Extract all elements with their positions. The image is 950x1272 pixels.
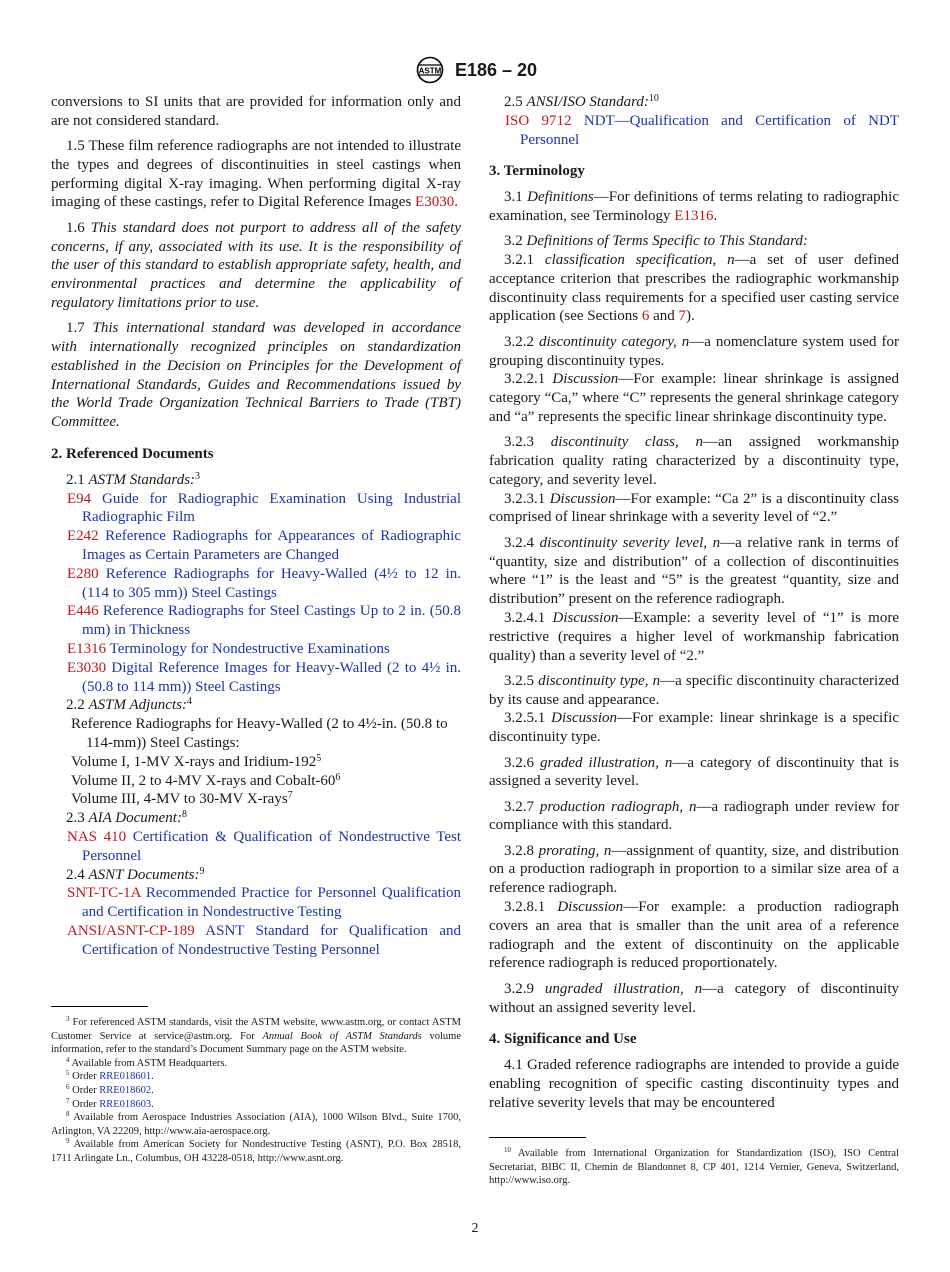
subsection-2-5: 2.5 ANSI/ISO Standard:$^{10}$ [504, 93, 659, 110]
section-3-heading: 3. Terminology [489, 163, 585, 180]
reference-item[interactable]: E446 Reference Radiographs for Steel Castings Up to 2 in. (50.8 mm) in Thickness [67, 603, 462, 639]
definition-3-2-2: 3.2.2 discontinuity category, n—a nomenclature system used for grouping discontinuity types. [489, 333, 899, 369]
definition-3-2-1: 3.2.1 classification specification, n—a set of user defined acceptance criterion that prescribes the radiographic workmanship discontinuity class requirements for a specified user casting service application (see Sections 6 and 7). [489, 252, 899, 325]
paragraph-continuation: conversions to SI units that are provided for information only and are not considered standard. [51, 94, 461, 129]
section-4-heading: 4. Significance and Use [489, 1031, 637, 1048]
reference-item-nas410[interactable]: NAS 410 Certification & Qualification of Nondestructive Test Personnel [67, 828, 462, 864]
definition-3-2-6: 3.2.6 graded illustration, n—a category of discontinuity that is assigned a severity level. [489, 754, 900, 790]
footnotes-right [489, 1147, 899, 1188]
link-section-6[interactable]: 6 [641, 308, 650, 325]
definition-3-2-3: 3.2.3 discontinuity class, n—an assigned workmanship fabrication quality rating characterized by a discontinuity type, category, and severity level. [489, 434, 899, 488]
astm-logo-icon [413, 56, 447, 84]
reference-item[interactable]: SNT-TC-1A Recommended Practice for Personnel Qualification and Certification in Nondestructive Testing [67, 885, 462, 921]
link-e1316[interactable]: E1316 [674, 207, 714, 224]
document-designation: E186 – 20 [454, 59, 538, 80]
definition-3-2-4: 3.2.4 discontinuity severity level, n—a relative rank in terms of “quantity, size and distribution” of a collection of discontinuities where “1” is the least and “5” is the greatest “quantity, size and distribution” present on the reference radiograph. [489, 534, 899, 608]
footnote-6: $^6$ Order RRE018602. [66, 1082, 154, 1096]
reference-item[interactable]: E242 Reference Radiographs for Appearances of Radiographic Images as Certain Parameters are Changed [67, 528, 461, 564]
footnote-10: $^{10}$ Available from International Organization for Standardization (ISO), ISO Central Secretariat, BIBC II, Chemin de Blandonnet 8, CP 401, 1214 Vernier, Geneva, Switzerland, http://www.iso.org. [489, 1146, 899, 1187]
astm-reference-list [51, 490, 461, 697]
definition-3-2-7: 3.2.7 production radiograph, n—a radiograph under review for compliance with this standard. [489, 798, 899, 834]
paragraph-1-6: 1.6 This standard does not purport to address all of the safety concerns, if any, associated with its use. It is the responsibility of the user of this standard to establish appropriate safety, health, and environmental practices and determine the applicability of regulatory limitations prior to use. [51, 219, 461, 311]
definition-3-2-9: 3.2.9 ungraded illustration, n—a category of discontinuity without an assigned severity level. [489, 980, 899, 1016]
footnote-divider [489, 1137, 586, 1138]
right-column [489, 93, 899, 1119]
subsection-2-2: 2.2 ASTM Adjuncts:$^4$ [66, 696, 192, 714]
footnote-8: $^8$ Available from Aerospace Industries Association (AIA), 1000 Wilson Blvd., Suite 1700, Arlington, VA 22209, http://www.aia-aerospace.org. [51, 1110, 461, 1137]
adjunct-volume: Volume I, 1-MV X-rays and Iridium-$192^5$ [71, 752, 322, 770]
adjunct-volume: Volume III, 4-MV to 30-MV X-rays$^7$ [71, 790, 293, 808]
discussion-3-2-8-1: 3.2.8.1 Discussion—For example: a production radiograph covers an area that is smaller than the unit area of a reference radiograph and the extent of discontinuity on the applicable reference radiograph is reduced proportionately. [489, 899, 899, 972]
footnote-divider [51, 1006, 148, 1007]
footnote-7: $^7$ Order RRE018603. [66, 1096, 154, 1110]
reference-item[interactable]: E3030 Digital Reference Images for Heavy-Walled (2 to 4½ in. (50.8 to 114 mm)) Steel Castings [67, 659, 461, 695]
discussion-3-2-3-1: 3.2.3.1 Discussion—For example: “Ca 2” is a discontinuity class comprised of linear shrinkage with a severity level of “2.” [489, 490, 899, 526]
left-column [51, 93, 461, 960]
page-number: 2 [471, 1221, 479, 1236]
discussion-3-2-5-1: 3.2.5.1 Discussion—For example: linear shrinkage is a specific discontinuity type. [489, 710, 900, 746]
link-section-7[interactable]: 7 [678, 308, 687, 325]
reference-item[interactable]: E94 Guide for Radiographic Examination Using Industrial Radiographic Film [67, 490, 462, 526]
discussion-3-2-2-1: 3.2.2.1 Discussion—For example: linear shrinkage is assigned category “Ca,” where “C” represents the general shrinkage category and “a” represents the specific linear shrinkage discontinuity type. [489, 371, 900, 425]
reference-item-iso9712[interactable]: ISO 9712 NDT—Qualification and Certification of NDT Personnel [505, 112, 899, 148]
adjunct-intro: Reference Radiographs for Heavy-Walled (2 to 4½-in. (50.8 to 114-mm)) Steel Castings: [71, 716, 448, 751]
section-2-heading: 2. Referenced Documents [51, 446, 214, 463]
subsection-2-1: 2.1 ASTM Standards:$^3$ [66, 470, 201, 488]
footnotes-left [51, 1016, 461, 1166]
link-rre018603[interactable]: RRE018603 [99, 1098, 152, 1110]
link-rre018601[interactable]: RRE018601 [99, 1071, 152, 1083]
paragraph-3-1: 3.1 Definitions—For definitions of terms relating to radiographic examination, see Terminology E1316. [489, 189, 899, 224]
reference-item[interactable]: E280 Reference Radiographs for Heavy-Walled (4½ to 12 in. (114 to 305 mm)) Steel Castings [67, 565, 462, 601]
discussion-3-2-4-1: 3.2.4.1 Discussion—Example: a severity level of “1” is more restrictive (requires a higher level of workmanship fabrication quality) than a severity level of “2.” [489, 609, 899, 664]
footnote-9: $^9$ Available from American Society for Nondestructive Testing (ASNT), P.O. Box 28518, 1711 Arlingate Ln., Columbus, OH 43228-0518, http://www.asnt.org. [51, 1137, 462, 1164]
svg-text:ASTM: ASTM [418, 66, 442, 76]
paragraph-1-5: 1.5 These film reference radiographs are not intended to illustrate the types and degrees of discontinuities in steel castings when performing digital X-ray imaging. When performing digital X-ray imaging of these castings, refer to Digital Reference Images E3030. [51, 138, 461, 211]
footnote-5: $^5$ Order RRE018601. [66, 1069, 154, 1083]
footnote-4: $^4$ Available from ASTM Headquarters. [66, 1055, 228, 1069]
definition-3-2-8: 3.2.8 prorating, n—assignment of quantity, size, and distribution on a production radiograph in proportion to a similar size area of a reference radiograph. [489, 842, 900, 897]
paragraph-3-2: 3.2 Definitions of Terms Specific to This Standard: [504, 233, 808, 250]
reference-item[interactable]: ANSI/ASNT-CP-189 ASNT Standard for Qualification and Certification of Nondestructive Testing Personnel [67, 922, 461, 958]
paragraph-4-1: 4.1 Graded reference radiographs are intended to provide a guide enabling recognition of specific casting discontinuity types and relative severity levels that may be encountered [489, 1057, 899, 1111]
page-header [0, 56, 950, 89]
subsection-2-4: 2.4 ASNT Documents:$^9$ [66, 865, 205, 883]
definition-3-2-5: 3.2.5 discontinuity type, n—a specific discontinuity characterized by its cause and appearance. [489, 672, 900, 708]
link-e3030[interactable]: E3030 [415, 194, 455, 211]
link-rre018602[interactable]: RRE018602 [99, 1084, 152, 1096]
adjunct-volume: Volume II, 2 to 4-MV X-rays and Cobalt-$60^6$ [71, 771, 341, 789]
reference-item[interactable]: E1316 Terminology for Nondestructive Examinations [67, 641, 390, 658]
footnote-3: $^3$ For referenced ASTM standards, visit the ASTM website, www.astm.org, or contact ASTM Customer Service at service@astm.org. For Annual Book of ASTM Standards volume information, refer to the standard’s Document Summary page on the ASTM website. [51, 1015, 461, 1056]
subsection-2-3: 2.3 AIA Document:$^8$ [66, 809, 187, 827]
paragraph-1-7: 1.7 This international standard was developed in accordance with internationally recognized principles on standardization established in the Decision on Principles for the Development of International Standards, Guides and Recommendations issued by the World Trade Organization Technical Barriers to Trade (TBT) Committee. [51, 320, 462, 431]
